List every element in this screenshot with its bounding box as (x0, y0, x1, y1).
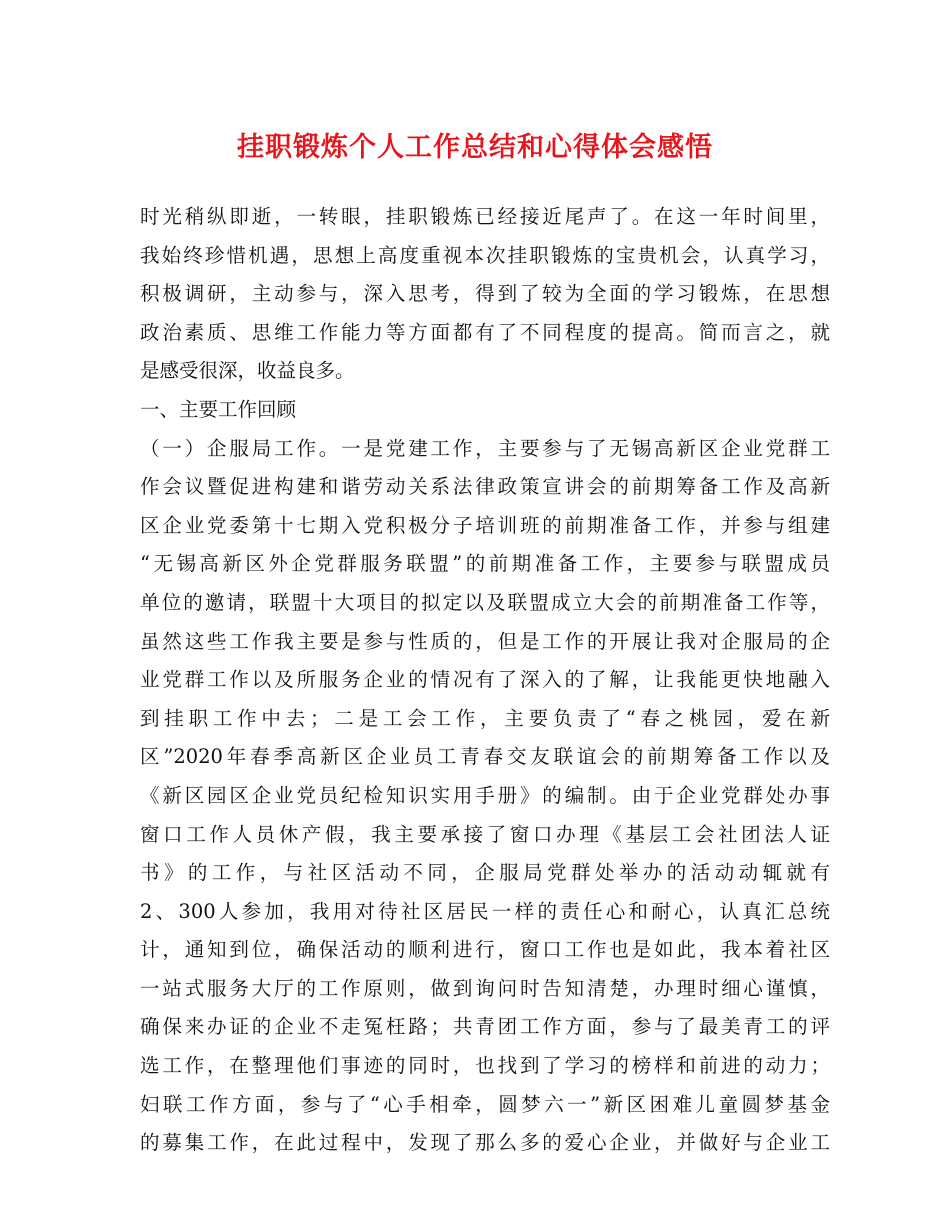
document-title: 挂职锻炼个人工作总结和心得体会感悟 (237, 132, 713, 163)
paragraph-line: “无锡高新区外企党群服务联盟”的前期准备工作，主要参与联盟成员 (140, 552, 830, 576)
paragraph-line: 《新区园区企业党员纪检知识实用手册》的编制。由于企业党群处办事 (140, 783, 830, 807)
document-body (140, 198, 830, 1163)
paragraph-line: 作会议暨促进构建和谐劳动关系法律政策宣讲会的前期筹备工作及高新 (140, 475, 830, 499)
paragraph-line: 一、主要工作回顾 (140, 397, 297, 421)
paragraph-line: 书》的工作，与社区活动不同，企服局党群处举办的活动动辄就有 (140, 861, 830, 885)
paragraph-line: 选工作，在整理他们事迹的同时，也找到了学习的榜样和前进的动力； (140, 1054, 830, 1078)
paragraph-line: 政治素质、思维工作能力等方面都有了不同程度的提高。简而言之，就 (140, 320, 830, 344)
paragraph-line: 我始终珍惜机遇，思想上高度重视本次挂职锻炼的宝贵机会，认真学习， (140, 243, 830, 267)
paragraph-line: 时光稍纵即逝，一转眼，挂职锻炼已经接近尾声了。在这一年时间里， (140, 205, 830, 228)
paragraph-line: 到挂职工作中去；二是工会工作，主要负责了“春之桃园，爱在新 (140, 706, 830, 730)
paragraph-line: 妇联工作方面，参与了“心手相牵，圆梦六一”新区困难儿童圆梦基金 (140, 1092, 830, 1116)
paragraph-line: 一站式服务大厅的工作原则，做到询问时告知清楚，办理时细心谨慎， (140, 976, 830, 1000)
paragraph-line: 计，通知到位，确保活动的顺利进行，窗口工作也是如此，我本着社区 (140, 938, 830, 962)
paragraph-line: 是感受很深，收益良多。 (140, 359, 355, 383)
paragraph-line: 业党群工作以及所服务企业的情况有了深入的了解，让我能更快地融入 (140, 668, 830, 692)
paragraph-line: 区企业党委第十七期入党积极分子培训班的前期准备工作，并参与组建 (140, 513, 830, 537)
paragraph-line: （一）企服局工作。一是党建工作，主要参与了无锡高新区企业党群工 (140, 436, 830, 460)
paragraph-line: 区”2020年春季高新区企业员工青春交友联谊会的前期筹备工作以及 (140, 745, 830, 769)
paragraph-line: 虽然这些工作我主要是参与性质的，但是工作的开展让我对企服局的企 (140, 629, 830, 653)
paragraph-line: 单位的邀请，联盟十大项目的拟定以及联盟成立大会的前期准备工作等， (140, 590, 830, 614)
paragraph-line: 确保来办证的企业不走冤枉路；共青团工作方面，参与了最美青工的评 (140, 1015, 830, 1039)
paragraph-line: 2、300人参加，我用对待社区居民一样的责任心和耐心，认真汇总统 (140, 899, 830, 923)
paragraph-line: 积极调研，主动参与，深入思考，得到了较为全面的学习锻炼，在思想 (140, 282, 830, 306)
paragraph-line: 窗口工作人员休产假，我主要承接了窗口办理《基层工会社团法人证 (140, 822, 830, 846)
paragraph-line: 的募集工作，在此过程中，发现了那么多的爱心企业，并做好与企业工 (140, 1131, 830, 1155)
